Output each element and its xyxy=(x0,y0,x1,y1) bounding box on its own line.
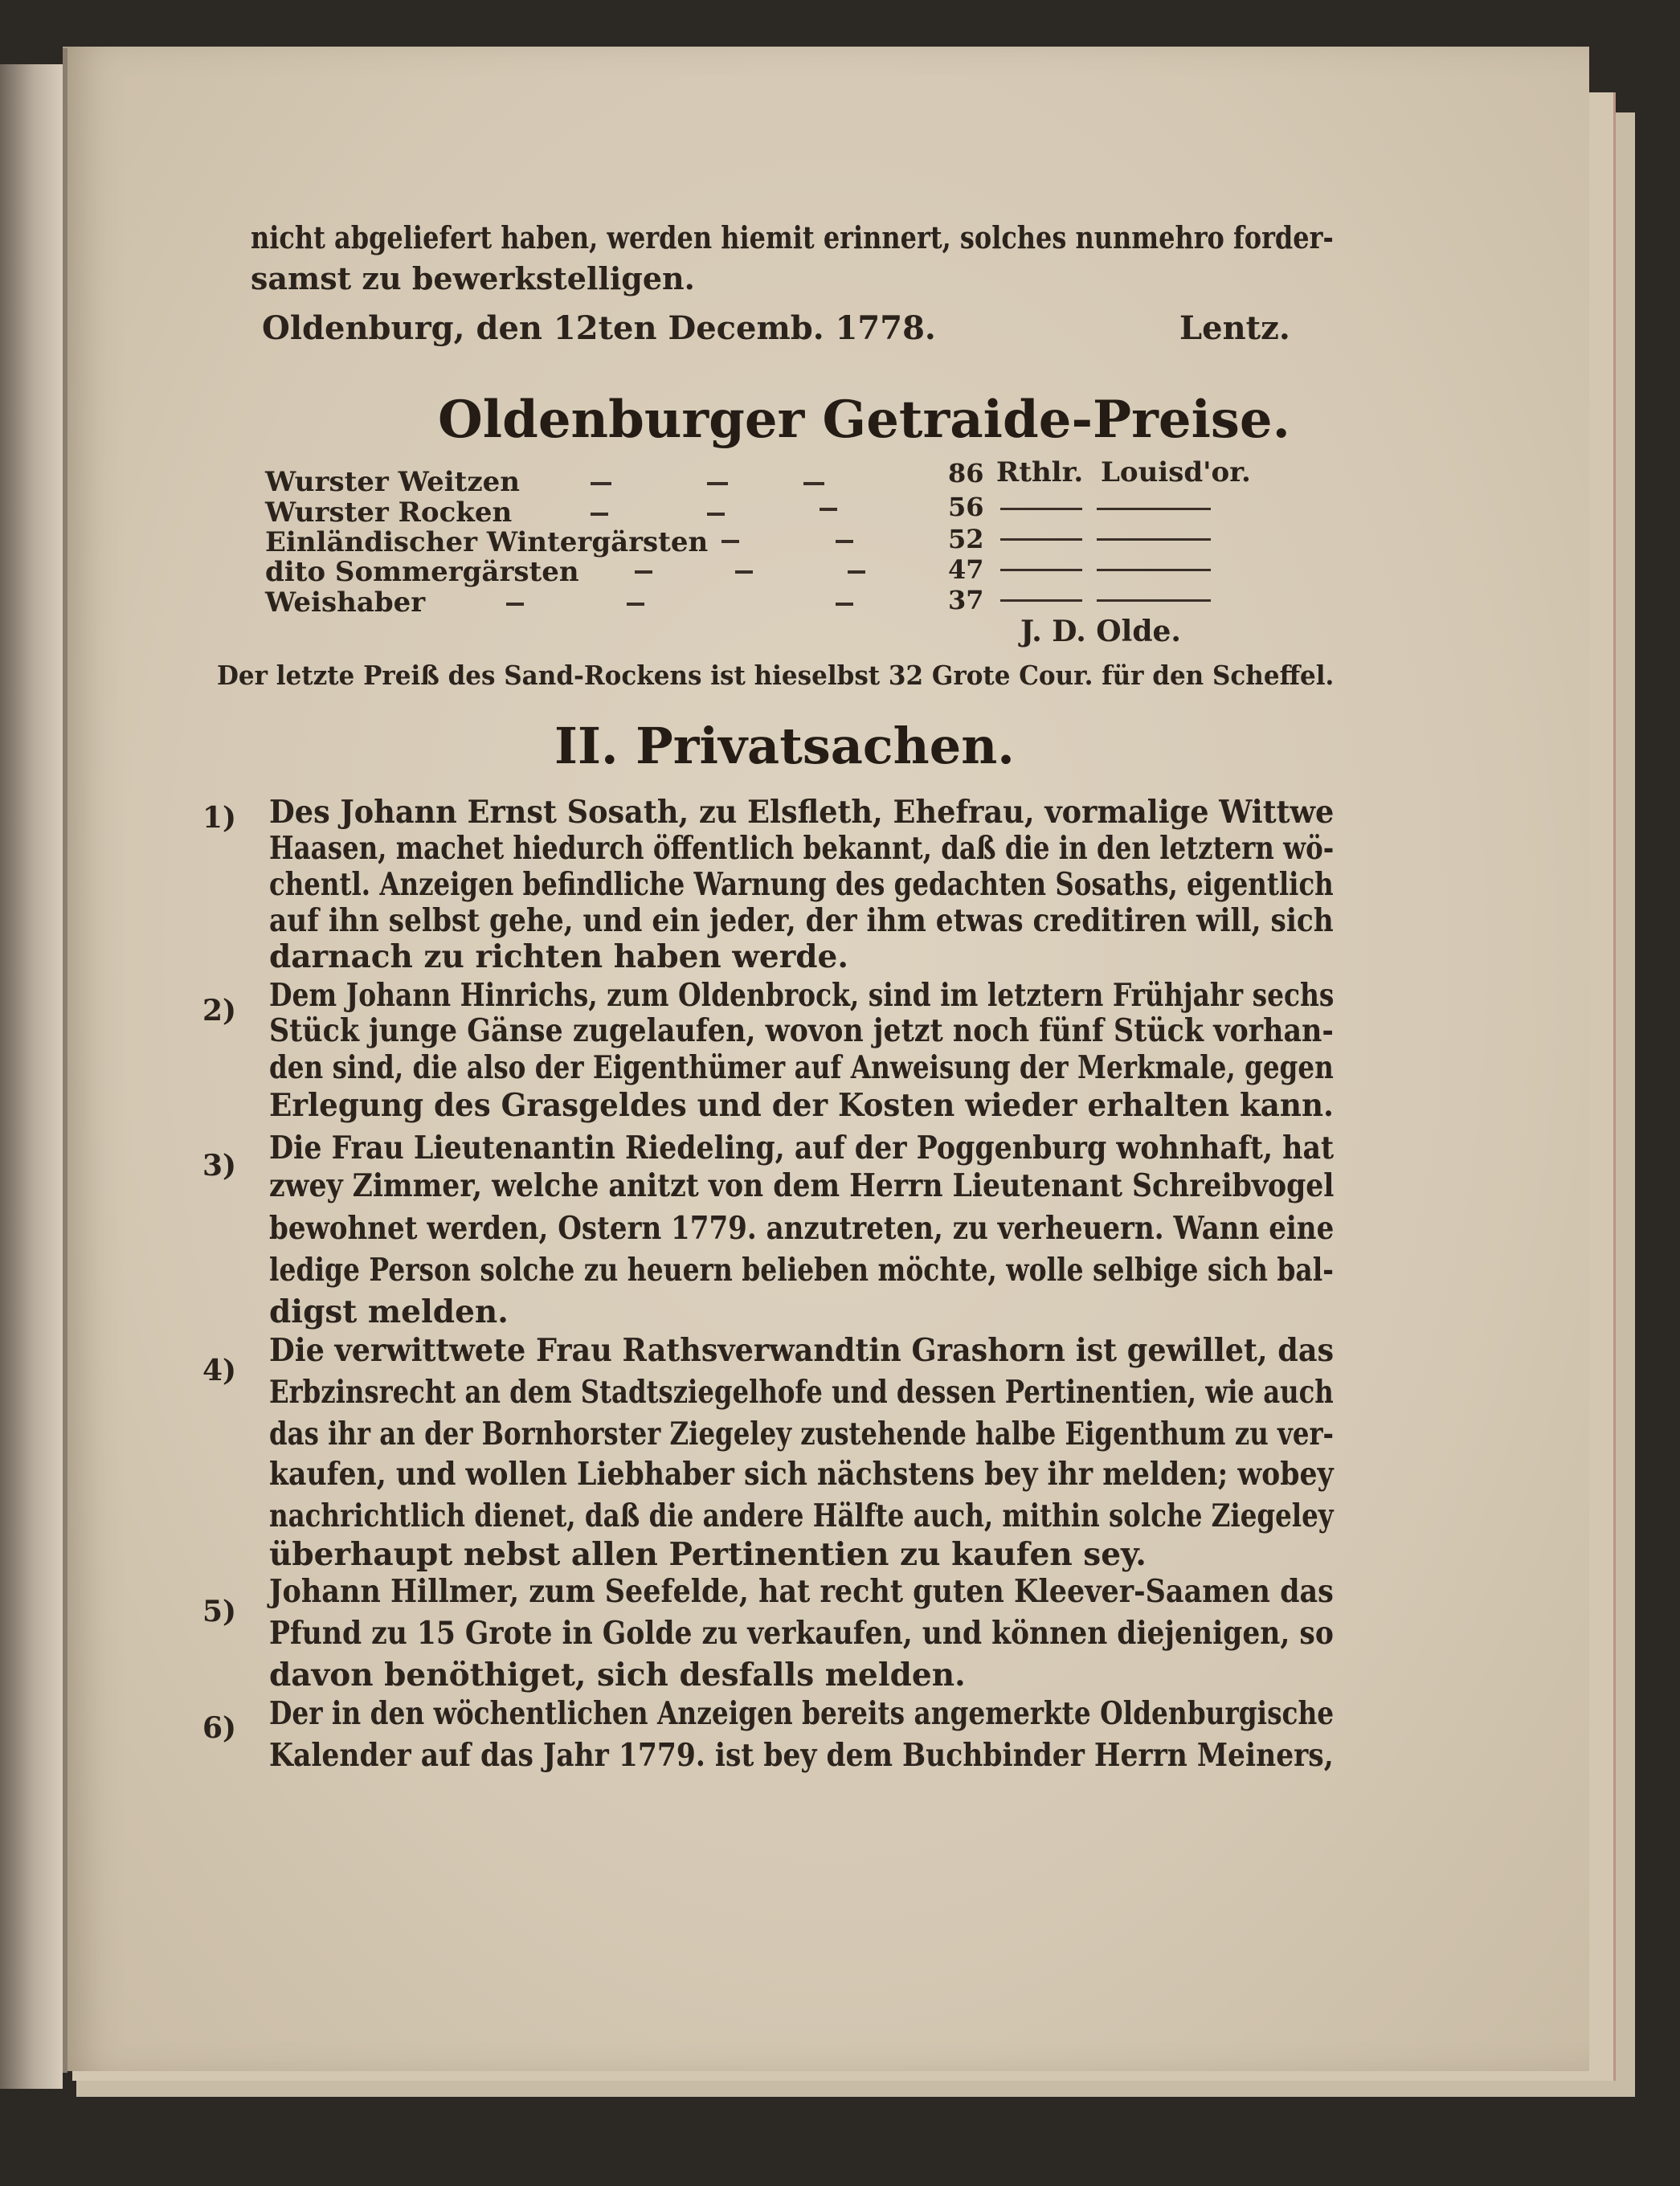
intro-line-1: nicht abgeliefert haben, werden hiemit erinnert, solches nunmehro forder- xyxy=(251,219,1334,255)
section-title: II. Privatsachen. xyxy=(554,717,1015,775)
item-number: 3) xyxy=(202,1149,237,1183)
item-line: digst melden. xyxy=(269,1293,509,1330)
intro-line-2: samst zu bewerkstelligen. xyxy=(251,260,695,296)
intro-dateline: Oldenburg, den 12ten Decemb. 1778. xyxy=(262,309,936,347)
dash xyxy=(591,482,611,485)
item-line: auf ihn selbst gehe, und ein jeder, der ihm etwas creditiren will, sich xyxy=(269,902,1334,939)
dash xyxy=(721,540,739,543)
dash xyxy=(506,603,524,606)
item-line: Dem Johann Hinrichs, zum Oldenbrock, sind im letztern Frühjahr sechs xyxy=(269,977,1335,1014)
intro-signature: Lentz. xyxy=(1179,309,1290,347)
item-number: 6) xyxy=(202,1711,237,1745)
item-line: überhaupt nebst allen Pertinentien zu kaufen sey. xyxy=(269,1536,1147,1573)
dash xyxy=(803,482,824,485)
grain-name: Einländischer Wintergärsten xyxy=(265,526,709,558)
item-line: Erlegung des Grasgeldes und der Kosten wieder erhalten kann. xyxy=(269,1087,1335,1124)
dash xyxy=(627,603,644,606)
dash xyxy=(848,570,865,574)
item-line: Johann Hillmer, zum Seefelde, hat recht guten Kleever-Saamen das xyxy=(269,1573,1334,1610)
dash xyxy=(836,603,853,606)
ditto-rule xyxy=(1000,599,1082,602)
unit-louisdor: Louisd'or. xyxy=(1101,456,1251,488)
item-line: den sind, die also der Eigenthümer auf Anweisung der Merkmale, gegen xyxy=(269,1049,1334,1086)
grain-name: Wurster Weitzen xyxy=(265,466,520,498)
ditto-rule xyxy=(1097,538,1211,541)
ditto-rule xyxy=(1097,508,1211,510)
item-line: darnach zu richten haben werde. xyxy=(269,938,848,975)
dash xyxy=(836,540,853,543)
item-line: Die verwittwete Frau Rathsverwandtin Grashorn ist gewillet, das xyxy=(269,1332,1335,1369)
item-line: zwey Zimmer, welche anitzt von dem Herrn Lieutenant Schreibvogel xyxy=(269,1167,1335,1204)
item-line: bewohnet werden, Ostern 1779. anzutreten, zu verheuern. Wann eine xyxy=(269,1210,1335,1247)
item-line: Stück junge Gänse zugelaufen, wovon jetzt noch fünf Stück vorhan- xyxy=(269,1012,1334,1049)
price-list-title: Oldenburger Getraide-Preise. xyxy=(438,390,1290,450)
grain-name: Weishaber xyxy=(265,586,426,619)
price-value: 37 xyxy=(948,585,984,615)
item-line: das ihr an der Bornhorster Ziegeley zustehende halbe Eigenthum zu ver- xyxy=(269,1416,1334,1453)
item-line: Des Johann Ernst Sosath, zu Elsfleth, Ehefrau, vormalige Wittwe xyxy=(269,794,1335,831)
ditto-rule xyxy=(1000,538,1082,541)
item-number: 1) xyxy=(202,801,237,835)
item-number: 2) xyxy=(202,994,237,1028)
dash xyxy=(707,513,725,516)
unit-rthlr: Rthlr. xyxy=(996,456,1084,488)
item-line: davon benöthiget, sich desfalls melden. xyxy=(269,1657,966,1694)
item-line: Pfund zu 15 Grote in Golde zu verkaufen, und können diejenigen, so xyxy=(269,1615,1334,1652)
item-line: chentl. Anzeigen befindliche Warnung des gedachten Sosaths, eigentlich xyxy=(269,866,1334,903)
item-line: Kalender auf das Jahr 1779. ist bey dem Buchbinder Herrn Meiners, xyxy=(269,1737,1334,1774)
item-line: Haasen, machet hiedurch öffentlich bekannt, daß die in den letztern wö- xyxy=(269,830,1335,867)
dash xyxy=(707,482,728,485)
item-line: Erbzinsrecht an dem Stadtsziegelhofe und dessen Pertinentien, wie auch xyxy=(269,1374,1334,1411)
grain-name: Wurster Rocken xyxy=(265,496,513,529)
item-line: nachrichtlich dienet, daß die andere Hälfte auch, mithin solche Ziegeley xyxy=(269,1498,1334,1534)
price-value: 47 xyxy=(948,554,984,585)
dash xyxy=(735,570,753,574)
price-note: Der letzte Preiß des Sand-Rockens ist hieselbst 32 Grote Cour. für den Scheffel. xyxy=(217,660,1335,691)
ditto-rule xyxy=(1000,508,1082,510)
item-number: 4) xyxy=(202,1354,237,1387)
price-value: 86 xyxy=(948,458,984,488)
dash xyxy=(591,513,608,516)
grain-name: dito Sommergärsten xyxy=(265,556,579,588)
dash xyxy=(635,570,652,574)
book-gutter xyxy=(63,48,67,2073)
item-line: Der in den wöchentlichen Anzeigen bereits angemerkte Oldenburgische xyxy=(269,1695,1335,1732)
price-signature: J. D. Olde. xyxy=(1020,615,1181,648)
price-value: 52 xyxy=(948,524,984,554)
left-page-edge xyxy=(0,64,63,2089)
ditto-rule xyxy=(1097,569,1211,571)
dash xyxy=(820,508,837,511)
ditto-rule xyxy=(1097,599,1211,602)
item-line: ledige Person solche zu heuern belieben möchte, wolle selbige sich bal- xyxy=(269,1252,1334,1289)
item-number: 5) xyxy=(202,1595,237,1628)
price-value: 56 xyxy=(948,492,984,522)
item-line: kaufen, und wollen Liebhaber sich nächstens bey ihr melden; wobey xyxy=(269,1456,1334,1493)
item-line: Die Frau Lieutenantin Riedeling, auf der Poggenburg wohnhaft, hat xyxy=(269,1130,1335,1167)
ditto-rule xyxy=(1000,569,1082,571)
